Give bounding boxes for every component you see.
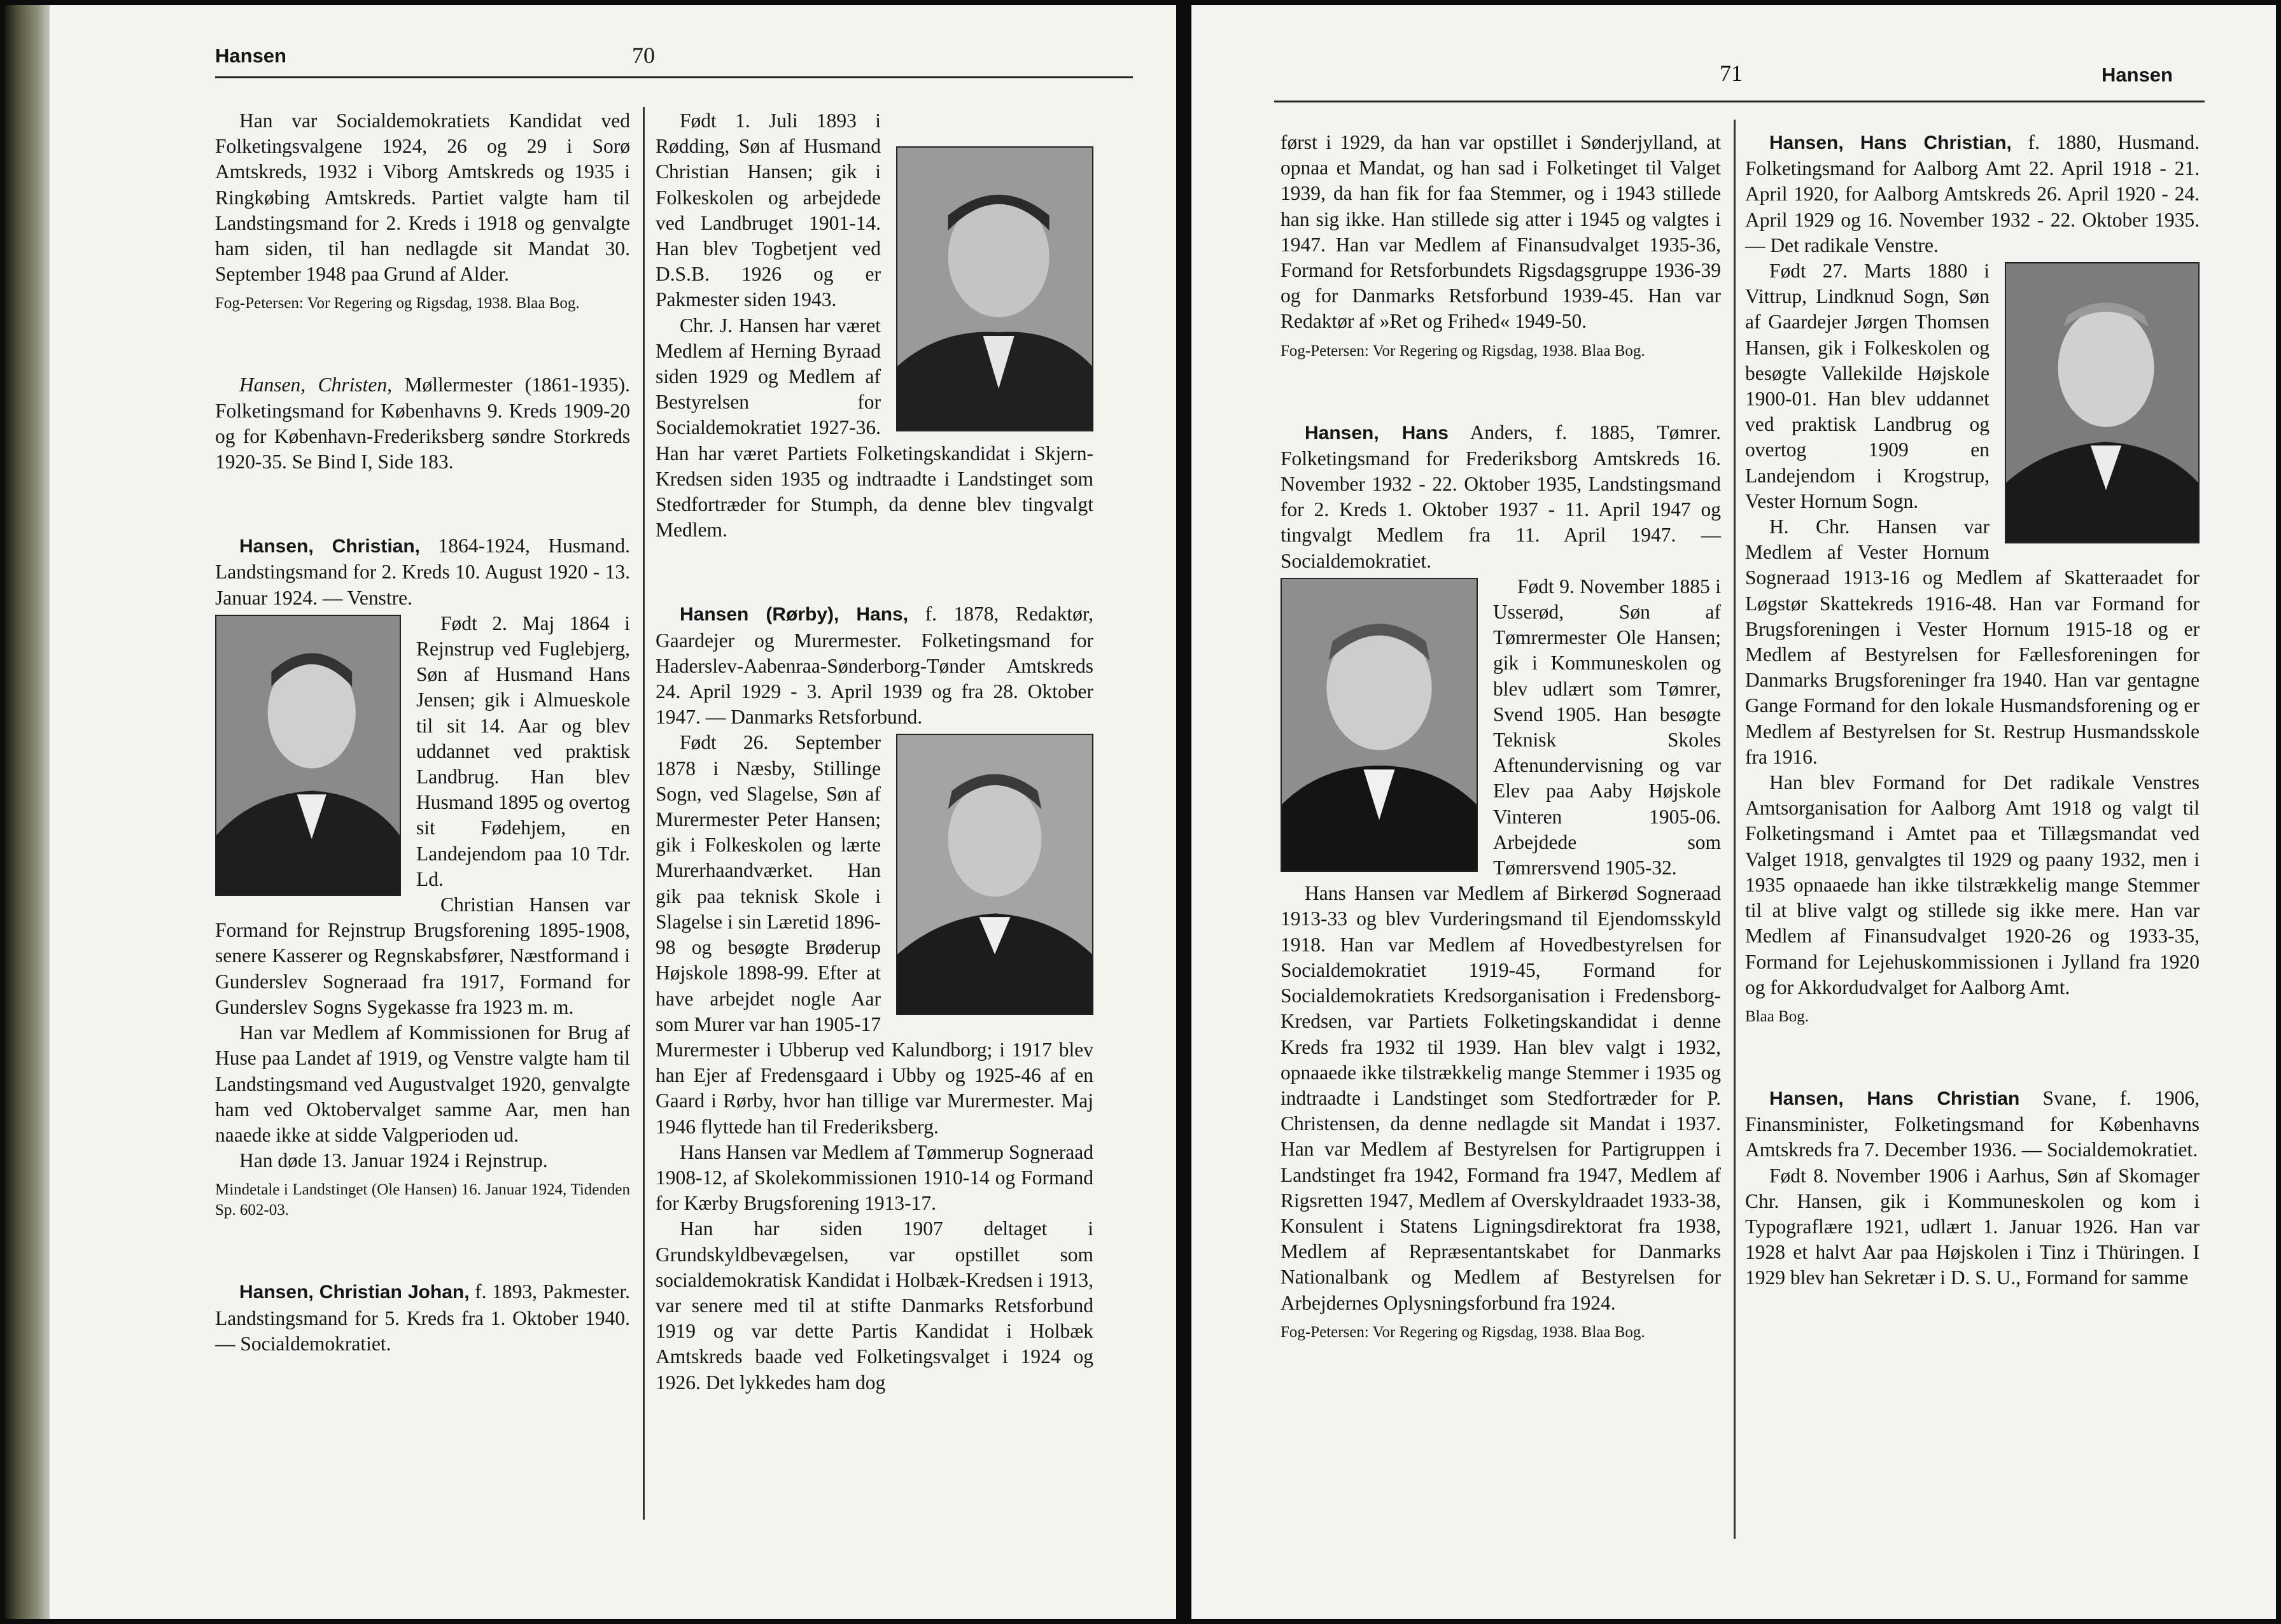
- portrait-photo-christian-hansen: [215, 615, 401, 896]
- entry-text: Født 27. Marts 1880 i Vittrup, Lindknud Sogn, Søn af Gaardejer Jørgen Thomsen Hansen, gik i Folkeskolen og besøgte Vallekilde Højskole 1900-01. Han blev uddannet ved praktisk Landbrug og overtog 1909 en Landejendom i Krogstrup, Vester Hornum Sogn.: [1745, 260, 1990, 512]
- entry-text: Han var Medlem af Kommissionen for Brug af Huse paa Landet af 1919, og Venstre valgte ham til Landstingsmand ved Augustvalget 1920, genvalgte ham ved Oktobervalget samme Aar, men han naaede ikke at sidde Valgperioden ud.: [215, 1021, 630, 1146]
- entry-text: f. 1878, Redaktør, Gaardejer og Murermester. Folketingsmand for Haderslev-Aabenraa-Sønderborg-Tønder Amtskreds 24. April 1929 - 3. April 1939 og fra 28. Oktober 1947. — Danmarks Retsforbund.: [656, 603, 1093, 729]
- source-reference: Fog-Petersen: Vor Regering og Rigsdag, 1938. Blaa Bog.: [1281, 1323, 1645, 1341]
- entry-text: Chr. J. Hansen har været Medlem af Herning Byraad siden 1929 og Medlem af Bestyrelsen for Socialdemokratiet 1927-36. Han har været Partiets Folketingskandidat i Skjern-Kredsen siden 1935 og indtraadte i Landstinget som Stedfortræder for Stumph, da denne blev tingvalgt Medlem.: [656, 314, 1093, 542]
- header-rule-right: [1274, 101, 2205, 102]
- entry-text: Født 8. November 1906 i Aarhus, Søn af Skomager Chr. Hansen, gik i Kommuneskolen og kom i Typograflære 1921, udlært 1. Januar 1926. Han var 1928 et halvt Aar paa Højskolen i Tinz i Thüringen. I 1929 blev han Sekretær i D. S. U., Formand for samme: [1745, 1164, 2200, 1289]
- entry-hansen-christen: [215, 372, 630, 475]
- right-page: [1191, 5, 2276, 1619]
- entry-text: Han døde 13. Januar 1924 i Rejnstrup.: [239, 1149, 548, 1172]
- entry-text: Møllermester (1861-1935). Folketingsmand for Københavns 9. Kreds 1909-20 og for København-Frederiksberg søndre Storkreds 1920-35. Se Bind I, Side 183.: [215, 374, 630, 473]
- source-reference: Blaa Bog.: [1745, 1007, 1809, 1025]
- right-column-2: [1745, 130, 2200, 1291]
- entry-text: f. 1880, Husmand. Folketingsmand for Aalborg Amt 22. April 1918 - 21. April 1920, for Aalborg Amtskreds 26. April 1920 - 24. April 1929 og 16. November 1932 - 22. Oktober 1935. — Det radikale Venstre.: [1745, 131, 2200, 256]
- entry-text: Født 9. November 1885 i Usserød, Søn af Tømrermester Ole Hansen; gik i Kommuneskolen og blev udlært som Tømrer, Svend 1905. Han besøgte Teknisk Skoles Aftenundervisning og var Elev paa Aaby Højskole Vinteren 1905-06. Arbejdede som Tømrersvend 1905-32.: [1493, 575, 1721, 879]
- right-column-1: [1281, 130, 1721, 1343]
- entry-hansen-hans-christian: [1745, 130, 2200, 258]
- entry-text: 1864-1924, Husmand. Landstingsmand for 2. Kreds 10. August 1920 - 13. Januar 1924. — Venstre.: [215, 535, 630, 609]
- entry-heading: Hansen, Hans: [1305, 422, 1449, 444]
- entry-text: Født 2. Maj 1864 i Rejnstrup ved Fuglebjerg, Søn af Husmand Hans Jensen; gik i Almueskole til sit 14. Aar og blev uddannet ved praktisk Landbrug. Han blev Husmand 1895 og overtog sit Fødehjem, en Landejendom paa 10 Tdr. Ld.: [416, 612, 630, 890]
- portrait-photo-hans-anders-hansen: [1281, 578, 1478, 872]
- entry-text: Christian Hansen var Formand for Rejnstrup Brugsforening 1895-1908, senere Kasserer og Regnskabsfører, Næstformand i Gunderslev Sogneraad fra 1917, Formand for Gunderslev Sogns Sygekasse fra 1923 m. m.: [215, 893, 630, 1018]
- entry-text: Svane, f. 1906, Finansminister, Folketingsmand for Københavns Amtskreds fra 7. December 1936. — Socialdemokratiet.: [1745, 1086, 2200, 1161]
- left-column-1: [215, 108, 630, 1357]
- entry-heading: Hansen, Christian,: [239, 536, 421, 557]
- entry-text: Født 26. September 1878 i Næsby, Stillinge Sogn, ved Slagelse, Søn af Murermester Peter Hansen; gik i Folkeskolen og lærte Murerhaandværket. Han gik paa teknisk Skole i Slagelse i sin Læretid 1896-98 og besøgte Brøderup Højskole 1898-99. Efter at have arbejdet nogle Aar som Murer var han 1905-17 Murermester i Ubberup ved Kalundborg; i 1917 blev han Ejer af Fredensgaard i Ubby og 1925-46 af en Gaard i Rørby, hvor han tillige var Murermester. Maj 1946 flyttede han til Frederiksberg.: [656, 731, 1093, 1138]
- entry-text: Hans Hansen var Medlem af Birkerød Sogneraad 1913-33 og blev Vurderingsmand til Ejendomsskyld 1918. Han var Medlem af Hovedbestyrelsen for Socialdemokratiet 1919-45, Formand for Socialdemokratiets Kredsorganisation i Fredensborg-Kredsen, var Partiets Folketingskandidat i denne Kreds fra 1932 til 1939. Han blev valgt i 1932, opnaaede ikke tilstrækkelig mange Stemmer i 1935 og indtraadte i Landstinget som Stedfortræder for P. Christensen, da denne nedlagde sit Mandat i 1937. Han var Medlem af Bestyrelsen for Partigruppen i Landstinget fra 1942, Formand fra 1947, Medlem af Rigsretten 1947, Medlem af Overskyldraadet 1933-38, Konsulent i Statens Ligningsdirektorat fra 1938, Medlem af Repræsentantskabet for Danmarks Nationalbank og Medlem af Bestyrelsen for Arbejdernes Oplysningsforbund fra 1924.: [1281, 882, 1721, 1314]
- entry-heading: Hansen, Hans Christian: [1769, 1088, 2020, 1109]
- entry-heading: Hansen, Christian Johan,: [239, 1282, 470, 1303]
- column-rule-left: [643, 107, 645, 1520]
- entry-hansen-hans-anders: [1281, 420, 1721, 574]
- entry-text: [656, 108, 1093, 313]
- entry-text-span: Født 1. Juli 1893 i Rødding, Søn af Husmand Christian Hansen; gik i Folkeskolen og arbejdede ved Landbruget 1901-14. Han blev Togbetjent ved D.S.B. 1926 og er Pakmester siden 1943.: [656, 109, 881, 311]
- left-column-2: [656, 108, 1093, 1396]
- running-head-right: Hansen: [2102, 64, 2173, 86]
- entry-text: Hans Hansen var Medlem af Tømmerup Sogneraad 1908-12, af Skolekommissionen 1910-14 og Formand for Kærby Brugsforening 1913-17.: [656, 1140, 1093, 1215]
- entry-continuation-text: Han var Socialdemokratiets Kandidat ved Folketingsvalgene 1924, 26 og 29 i Sorø Amtskreds, 1932 i Viborg Amtskreds og 1935 i Ringkøbing Amtskreds. Partiet valgte ham til Landstingsmand for 2. Kreds i 1918 og genvalgte ham siden, til han nedlagde sit Mandat 30. September 1948 paa Grund af Alder.: [215, 109, 630, 286]
- left-page: [5, 5, 1176, 1619]
- entry-hansen-rorby-hans: [656, 601, 1093, 730]
- column-rule-right: [1734, 120, 1736, 1539]
- entry-text: Han blev Formand for Det radikale Venstres Amtsorganisation for Aalborg Amt 1918 og valgt til Folketingsmand i Amtet paa et Tillægsmandat ved Valget 1918, genvalgtes til 1929 og paany 1932, men i 1935 opnaaede han ikke tilstrækkelig mange Stemmer til at blive valgt og stillede sig ikke mere. Han var Medlem af Finansudvalget 1920-26 og 1933-35, Formand for Lejehuskommissionen i Jylland fra 1920 og for Akkordudvalget for Aalborg Amt.: [1745, 771, 2200, 998]
- running-head-left: Hansen: [215, 45, 286, 67]
- entry-text: f. 1893, Pakmester. Landstingsmand for 5. Kreds fra 1. Oktober 1940. — Socialdemokratiet.: [215, 1280, 631, 1355]
- source-reference: Fog-Petersen: Vor Regering og Rigsdag, 1938. Blaa Bog.: [215, 295, 580, 312]
- portrait-photo-christian-johan-hansen: [896, 146, 1093, 431]
- entry-heading: Hansen (Rørby), Hans,: [680, 604, 909, 626]
- header-rule-left: [215, 76, 1133, 78]
- page-number-left: 70: [632, 43, 655, 68]
- source-reference: Fog-Petersen: Vor Regering og Rigsdag, 1938. Blaa Bog.: [1281, 342, 1645, 360]
- entry-continuation-text: først i 1929, da han var opstillet i Sønderjylland, at opnaa et Mandat, og han sad i Folketinget til Valget 1939, da han fik for faa Stemmer, og i 1943 stillede han sig ikke. Han stillede sig atter i 1945 og valgtes i 1947. Han var Medlem af Finansudvalget 1935-36, Formand for Retsforbundets Rigsdagsgruppe 1936-39 og for Danmarks Retsforbund 1939-45. Han var Redaktør af »Ret og Frihed« 1949-50.: [1281, 131, 1721, 333]
- entry-hansen-hans-christian-svane: [1745, 1086, 2200, 1163]
- entry-text: Anders, f. 1885, Tømrer. Folketingsmand for Frederiksborg Amtskreds 16. November 1932 - 22. Oktober 1935, Landstingsmand for 2. Kreds 1. Oktober 1937 - 11. April 1947 og tingvalgt Medlem fra 11. April 1947. — Socialdemokratiet.: [1281, 421, 1721, 572]
- page-edge-shadow: [5, 5, 50, 1619]
- portrait-photo-hans-christian-hansen: [2005, 262, 2200, 543]
- entry-heading: Hansen, Hans Christian,: [1769, 132, 2012, 153]
- source-reference: Mindetale i Landstinget (Ole Hansen) 16. Januar 1924, Tidenden Sp. 602-03.: [215, 1181, 630, 1219]
- entry-heading: Hansen, Christen,: [239, 374, 392, 396]
- entry-text: H. Chr. Hansen var Medlem af Vester Hornum Sogneraad 1913-16 og Medlem af Skatteraadet for Løgstør Skattekreds 1916-48. Han var Formand for Brugsforeningen i Vester Hornum 1915-18 og er Medlem af Bestyrelsen for Fællesforeningen for Danmarks Brugsforeninger fra 1940. Han var gentagne Gange Formand for den lokale Husmandsforening og er Medlem af Bestyrelsen for St. Restrup Husmandsskole fra 1916.: [1745, 515, 2200, 768]
- entry-hansen-christian: [215, 533, 630, 611]
- portrait-photo-hans-hansen-rorby: [896, 734, 1093, 1015]
- page-number-right: 71: [1720, 60, 1743, 86]
- entry-hansen-christian-johan: [215, 1279, 630, 1357]
- entry-text: Han har siden 1907 deltaget i Grundskyldbevægelsen, var opstillet som socialdemokratisk Kandidat i Holbæk-Kredsen i 1913, var senere med til at stifte Danmarks Retsforbund 1919 og var dette Partis Kandidat i Holbæk Amtskreds baade ved Folketingsvalget i 1924 og 1926. Det lykkedes ham dog: [656, 1217, 1093, 1394]
